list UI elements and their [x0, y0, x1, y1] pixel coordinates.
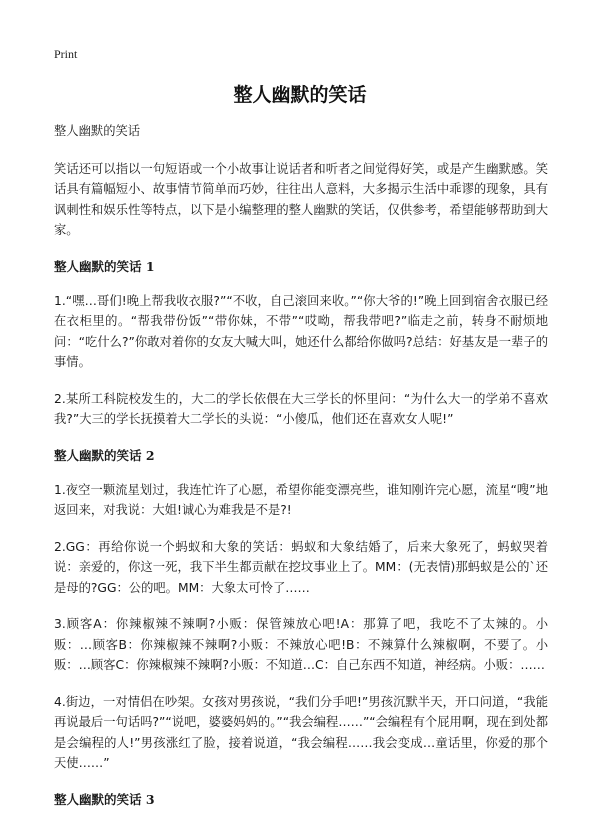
- joke-paragraph: 1.“嘿…哥们!晚上帮我收衣服?”“不收，自己滚回来收。”“你大爷的!”晚上回到宿舍衣服已经在衣柜里的。“帮我带份饭”“带你妹，不带”“哎呦，帮我带吧?”临走之前，转身不耐烦地问：“吃什么?”你敢对着你的女友大喊大叫，她还什么都给你做吗?总结：好基友是一辈子的事情。: [54, 293, 548, 369]
- print-label[interactable]: Print: [54, 47, 78, 61]
- section-1: [54, 257, 548, 430]
- joke-paragraph: 1.夜空一颗流星划过，我连忙许了心愿，希望你能变漂亮些，谁知刚许完心愿，流星“嗖”地返回来，对我说：大姐!诚心为难我是不是?!: [54, 482, 548, 517]
- section-heading: 整人幽默的笑话 1: [54, 258, 155, 274]
- section-heading: 整人幽默的笑话 2: [54, 447, 155, 463]
- section-3: [54, 790, 548, 810]
- joke-paragraph: 4.街边，一对情侣在吵架。女孩对男孩说，“我们分手吧!”男孩沉默半天，开口问道，“我能再说最后一句话吗?”“说吧，婆婆妈妈的。”“我会编程……”“会编程有个屁用啊，现在到处都是会编程的人!”男孩涨红了脸，接着说道，“我会编程……我会变成…童话里，你爱的那个天使……”: [54, 694, 548, 770]
- section-heading: 整人幽默的笑话 3: [54, 791, 155, 807]
- joke-paragraph: 3.顾客A：你辣椒辣不辣啊?小贩：保管辣放心吧!A：那算了吧，我吃不了太辣的。小贩：…顾客B：你辣椒辣不辣啊?小贩：不辣放心吧!B：不辣算什么辣椒啊，不要了。小贩：…顾客C：你辣椒辣不辣啊?小贩：不知道…C：自己东西不知道，神经病。小贩：……: [54, 617, 548, 672]
- section-2: [54, 446, 548, 774]
- intro-paragraph: 笑话还可以指以一句短语或一个小故事让说话者和听者之间觉得好笑，或是产生幽默感。笑话具有篇幅短小、故事情节简单而巧妙，往往出人意料，大多揭示生活中乖谬的现象，具有讽刺性和娱乐性等特点，以下是小编整理的整人幽默的笑话，仅供参考，希望能够帮助到大家。: [54, 161, 548, 237]
- joke-paragraph: 2.某所工科院校发生的，大二的学长依偎在大三学长的怀里问：“为什么大一的学弟不喜欢我?”大三的学长抚摸着大二学长的头说：“小傻瓜，他们还在喜欢女人呢!”: [54, 391, 548, 426]
- article-subtitle: 整人幽默的笑话: [54, 124, 141, 138]
- joke-paragraph: 2.GG：再给你说一个蚂蚁和大象的笑话：蚂蚁和大象结婚了，后来大象死了，蚂蚁哭着说：亲爱的，你这一死，我下半生都贡献在挖坟事业上了。MM：(无表情)那蚂蚁是公的`还是母的?GG：公的吧。MM：大象太可怜了……: [54, 539, 548, 595]
- article-body: [54, 121, 548, 824]
- page-title: 整人幽默的笑话: [233, 84, 367, 106]
